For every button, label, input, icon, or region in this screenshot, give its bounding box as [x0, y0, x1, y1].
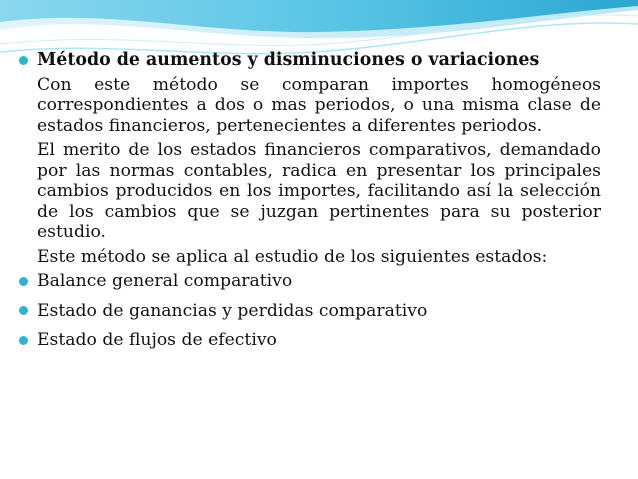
list-item-label: Balance general comparativo — [37, 271, 293, 291]
list-item-label: Estado de ganancias y perdidas comparativo — [37, 300, 428, 321]
bullet-icon — [19, 277, 28, 286]
intro-text: Este método se aplica al estudio de los siguientes estados: — [37, 246, 548, 267]
paragraph-2: El merito de los estados financieros comparativos, demandado por las normas contables, radica en presentar los principales cambios producidos en los importes, facilitando así la selección de los cambios que se juzgan pertinentes para su posterior estudio. — [37, 140, 601, 242]
list-item — [19, 330, 601, 351]
bullet-icon — [19, 336, 28, 345]
list-item — [19, 271, 601, 292]
list-item-label: Estado de flujos de efectivo — [37, 330, 277, 350]
title-text: Método de aumentos y disminuciones o variaciones — [37, 50, 540, 70]
paragraph-1: Con este método se comparan importes homogéneos correspondientes a dos o mas periodos, o una misma clase de estados financieros, pertenecientes a diferentes periodos. — [37, 74, 601, 136]
bullet-icon — [19, 56, 28, 65]
slide-content — [37, 50, 601, 360]
list-item — [19, 301, 601, 322]
bullet-icon — [19, 306, 28, 315]
slide-title — [19, 50, 601, 71]
